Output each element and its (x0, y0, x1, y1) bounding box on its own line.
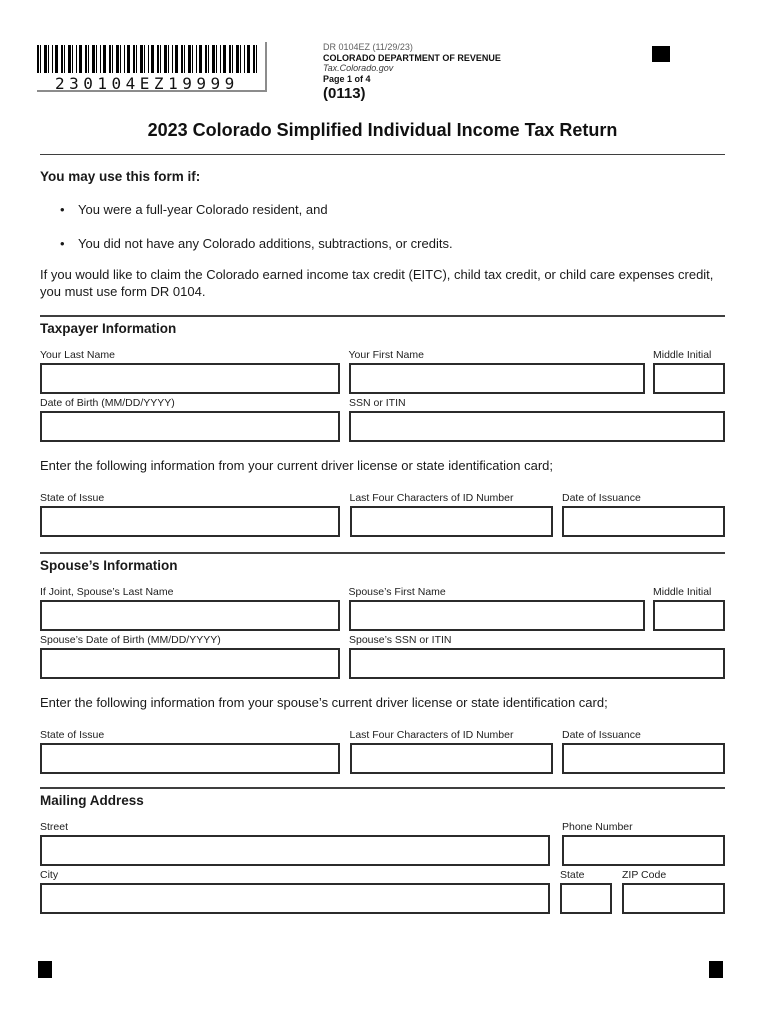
barcode-digits: 230104EZ19999 (55, 74, 239, 93)
field-mailing-phone (562, 821, 725, 866)
field-label: City (40, 869, 59, 881)
mailing-phone-input[interactable] (562, 835, 725, 866)
spouse-license-state-input[interactable] (40, 743, 340, 774)
field-mailing-city (40, 869, 550, 914)
page-title: 2023 Colorado Simplified Individual Income Tax Return (147, 120, 618, 140)
taxpayer-last-name-input[interactable] (40, 363, 340, 394)
taxpayer-name-row (40, 349, 725, 394)
spouse-first-name-input[interactable] (349, 600, 645, 631)
field-taxpayer-first-name (349, 349, 645, 394)
website-text: Tax.Colorado.gov (323, 63, 394, 73)
taxpayer-license-last-four-input[interactable] (350, 506, 553, 537)
field-mailing-street (40, 821, 550, 866)
form-body (40, 120, 725, 914)
bullet-text: You were a full-year Colorado resident, and (78, 202, 328, 217)
field-taxpayer-ssn (349, 397, 725, 442)
field-label: State of Issue (40, 729, 105, 741)
field-taxpayer-dob (40, 397, 340, 442)
field-label: Last Four Characters of ID Number (349, 729, 514, 741)
field-taxpayer-last-name (40, 349, 340, 394)
section-heading-taxpayer: Taxpayer Information (40, 321, 177, 336)
spouse-dob-row (40, 634, 725, 679)
field-spouse-license-last-four (350, 729, 553, 774)
form-number: DR 0104EZ (11/29/23) (323, 42, 413, 52)
spouse-license-last-four-input[interactable] (350, 743, 553, 774)
intro-heading: You may use this form if: (40, 169, 201, 184)
field-label: State (560, 869, 585, 881)
taxpayer-license-row (40, 492, 725, 537)
agency-header (323, 42, 501, 100)
section-divider (40, 787, 725, 789)
field-taxpayer-license-issuance (562, 492, 725, 537)
field-taxpayer-license-state (40, 492, 340, 537)
form-code: (0113) (323, 85, 366, 102)
taxpayer-ssn-input[interactable] (349, 411, 725, 442)
field-label: Date of Issuance (562, 492, 641, 504)
barcode-image (37, 45, 259, 73)
spouse-license-row (40, 729, 725, 774)
spouse-license-issuance-input[interactable] (562, 743, 725, 774)
field-label: ZIP Code (622, 869, 667, 881)
mailing-street-input[interactable] (40, 835, 550, 866)
field-spouse-last-name (40, 586, 340, 631)
bullet-dot: • (60, 236, 65, 251)
section-divider (40, 552, 725, 554)
field-label: Street (40, 821, 69, 833)
field-taxpayer-license-last-four (350, 492, 553, 537)
mailing-street-row (40, 821, 725, 866)
spouse-ssn-input[interactable] (349, 648, 725, 679)
field-label: Spouse’s Date of Birth (MM/DD/YYYY) (40, 634, 221, 646)
field-label: Phone Number (562, 821, 633, 833)
spouse-last-name-input[interactable] (40, 600, 340, 631)
taxpayer-first-name-input[interactable] (349, 363, 645, 394)
taxpayer-license-state-input[interactable] (40, 506, 340, 537)
spouse-dob-input[interactable] (40, 648, 340, 679)
field-spouse-license-issuance (562, 729, 725, 774)
bullet-item (40, 201, 725, 218)
bullet-item (40, 235, 725, 252)
mailing-city-input[interactable] (40, 883, 550, 914)
barcode-block (37, 42, 267, 92)
field-label: Your Last Name (40, 349, 115, 361)
field-label: Date of Issuance (562, 729, 641, 741)
section-heading-mailing: Mailing Address (40, 793, 144, 808)
bullet-text: You did not have any Colorado additions, subtractions, or credits. (78, 236, 453, 251)
field-taxpayer-middle-initial (653, 349, 725, 394)
mailing-state-input[interactable] (560, 883, 612, 914)
field-spouse-first-name (349, 586, 645, 631)
field-label: Middle Initial (653, 586, 712, 598)
field-label: Last Four Characters of ID Number (349, 492, 514, 504)
field-label: Date of Birth (MM/DD/YYYY) (40, 397, 175, 409)
field-mailing-state (560, 869, 612, 914)
field-label: Middle Initial (653, 349, 712, 361)
taxpayer-dob-row (40, 397, 725, 442)
spouse-name-row (40, 586, 725, 631)
field-spouse-license-state (40, 729, 340, 774)
page-indicator: Page 1 of 4 (323, 73, 371, 84)
mailing-zip-input[interactable] (622, 883, 725, 914)
field-label: Spouse’s SSN or ITIN (349, 634, 452, 646)
eitc-note: If you would like to claim the Colorado earned income tax credit (EITC), child tax credit, or child care expenses credit, you must use form DR 0104. (40, 267, 714, 299)
section-heading-spouse: Spouse’s Information (40, 558, 178, 573)
title-divider (40, 154, 725, 155)
registration-mark-top-right (652, 46, 670, 62)
registration-mark-bottom-right (709, 961, 723, 978)
field-spouse-dob (40, 634, 340, 679)
field-spouse-middle-initial (653, 586, 725, 631)
spouse-middle-initial-input[interactable] (653, 600, 725, 631)
section-divider (40, 315, 725, 317)
taxpayer-license-issuance-input[interactable] (562, 506, 725, 537)
field-label: SSN or ITIN (349, 397, 406, 409)
registration-mark-bottom-left (38, 961, 52, 978)
field-label: If Joint, Spouse’s Last Name (40, 586, 174, 598)
department-name: COLORADO DEPARTMENT OF REVENUE (323, 52, 501, 63)
taxpayer-dob-input[interactable] (40, 411, 340, 442)
field-label: Spouse’s First Name (348, 586, 446, 598)
bullet-dot: • (60, 202, 65, 217)
field-mailing-zip (622, 869, 725, 914)
field-label: Your First Name (348, 349, 424, 361)
taxpayer-middle-initial-input[interactable] (653, 363, 725, 394)
spouse-license-note: Enter the following information from your spouse’s current driver license or state identification card; (40, 695, 608, 710)
mailing-city-row (40, 869, 725, 914)
taxpayer-license-note: Enter the following information from your current driver license or state identification card; (40, 458, 554, 473)
field-spouse-ssn (349, 634, 725, 679)
field-label: State of Issue (40, 492, 105, 504)
